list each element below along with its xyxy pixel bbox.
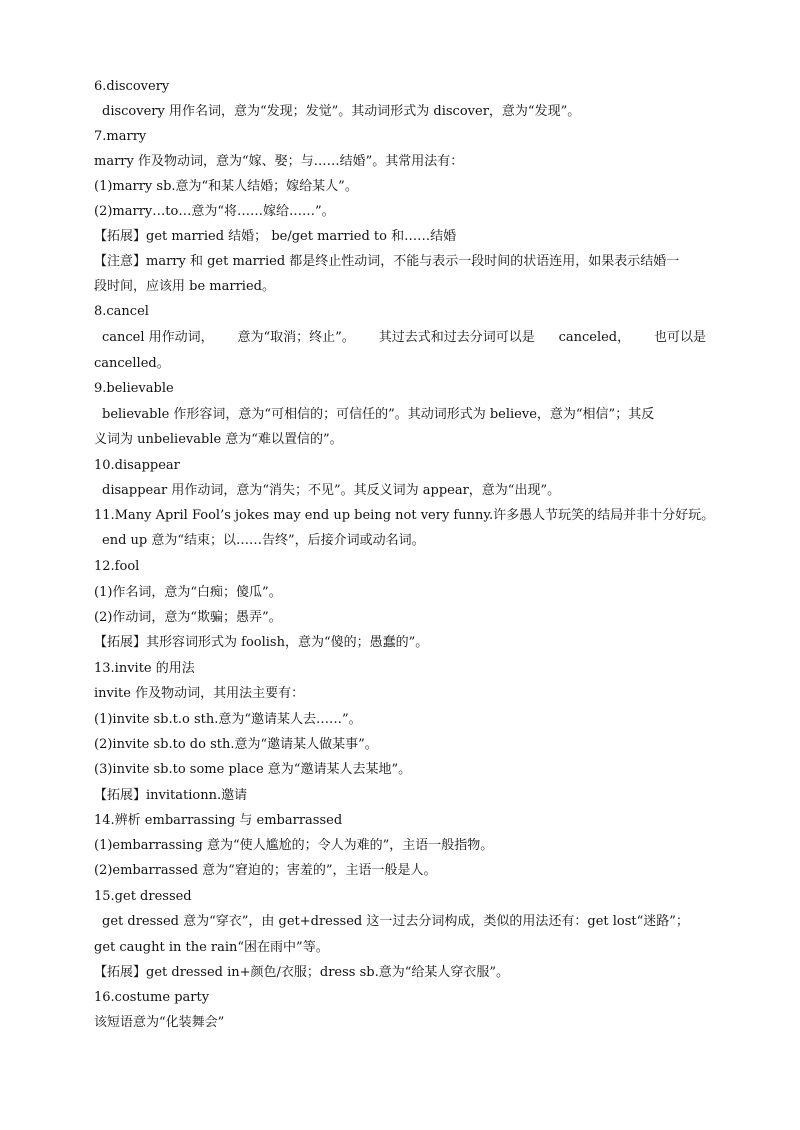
heading-fool: 12.fool: [94, 559, 140, 574]
heading-costume-party: 16.costume party: [94, 990, 210, 1005]
text-marry-note: 【注意】marry 和 get married 都是终止性动词，不能与表示一段时间的状语连用，如果表示结婚一: [94, 254, 680, 269]
text-invite-usage-1: (1)invite sb.t.o sth.意为“邀请某人去……”。: [94, 712, 362, 727]
text-get-dressed-example: get caught in the rain“困在雨中”等。: [94, 940, 329, 955]
heading-invite: 13.invite 的用法: [94, 661, 195, 676]
text-discovery-definition: discovery 用作名词，意为“发现；发觉”。其动词形式为 discover，意为“发现”。: [102, 104, 581, 119]
text-end-up-definition: end up 意为“结束；以……告终”，后接介词或动名词。: [102, 533, 425, 548]
heading-get-dressed: 15.get dressed: [94, 889, 192, 904]
text-get-dressed-definition: get dressed 意为“穿衣”，由 get+dressed 这一过去分词构成，类似的用法还有：get lost“迷路”；: [102, 914, 689, 929]
text-get-dressed-extension: 【拓展】get dressed in+颜色/衣服；dress sb.意为“给某人穿衣服”。: [94, 965, 510, 980]
text-cancel-definition-continued: cancelled。: [94, 356, 170, 371]
text-embarrassing-definition: (1)embarrassing 意为“使人尴尬的；令人为难的”，主语一般指物。: [94, 838, 494, 853]
text-costume-party-definition: 该短语意为“化装舞会”: [94, 1015, 225, 1030]
cancel-part-1: cancel 用作动词，: [102, 330, 214, 345]
text-believable-definition: believable 作形容词，意为“可相信的；可信任的”。其动词形式为 believe，意为“相信”；其反: [102, 407, 655, 422]
text-embarrassed-definition: (2)embarrassed 意为“窘迫的；害羞的”，主语一般是人。: [94, 863, 437, 878]
heading-april-fool-sentence: 11.Many April Fool’s jokes may end up being not very funny.许多愚人节玩笑的结局并非十分好玩。: [94, 508, 715, 523]
text-marry-usage-1: (1)marry sb.意为“和某人结婚；嫁给某人”。: [94, 179, 358, 194]
cancel-part-5: 也可以是: [653, 330, 706, 345]
heading-embarrassing-embarrassed: 14.辨析 embarrassing 与 embarrassed: [94, 813, 343, 828]
text-invite-definition: invite 作及物动词，其用法主要有：: [94, 686, 305, 701]
heading-believable: 9.believable: [94, 381, 174, 396]
cancel-part-2: 意为“取消；终止”。: [237, 330, 355, 345]
text-invite-extension: 【拓展】invitationn.邀请: [94, 788, 248, 803]
text-invite-usage-3: (3)invite sb.to some place 意为“邀请某人去某地”。: [94, 762, 412, 777]
text-disappear-definition: disappear 用作动词，意为“消失；不见”。其反义词为 appear，意为“出现”。: [102, 483, 561, 498]
cancel-part-4: canceled，: [558, 330, 631, 345]
heading-disappear: 10.disappear: [94, 458, 180, 473]
text-fool-extension: 【拓展】其形容词形式为 foolish，意为“傻的；愚蠢的”。: [94, 635, 429, 650]
text-fool-verb: (2)作动词，意为“欺骗；愚弄”。: [94, 610, 282, 625]
text-believable-antonym: 义词为 unbelievable 意为“难以置信的”。: [94, 432, 343, 447]
heading-cancel: 8.cancel: [94, 304, 149, 319]
text-marry-note-continued: 段时间，应该用 be married。: [94, 279, 275, 294]
text-cancel-definition: [102, 329, 706, 347]
text-marry-definition: marry 作及物动词，意为“嫁、娶；与……结婚”。其常用法有：: [94, 154, 464, 169]
text-marry-usage-2: (2)marry…to…意为“将……嫁给……”。: [94, 204, 335, 219]
heading-marry: 7.marry: [94, 129, 147, 144]
cancel-part-3: 其过去式和过去分词可以是: [378, 330, 535, 345]
text-marry-extension: 【拓展】get married 结婚； be/get married to 和……结婚: [94, 229, 457, 244]
text-fool-noun: (1)作名词，意为“白痴；傻瓜”。: [94, 585, 282, 600]
heading-discovery: 6.discovery: [94, 79, 170, 94]
text-invite-usage-2: (2)invite sb.to do sth.意为“邀请某人做某事”。: [94, 737, 378, 752]
